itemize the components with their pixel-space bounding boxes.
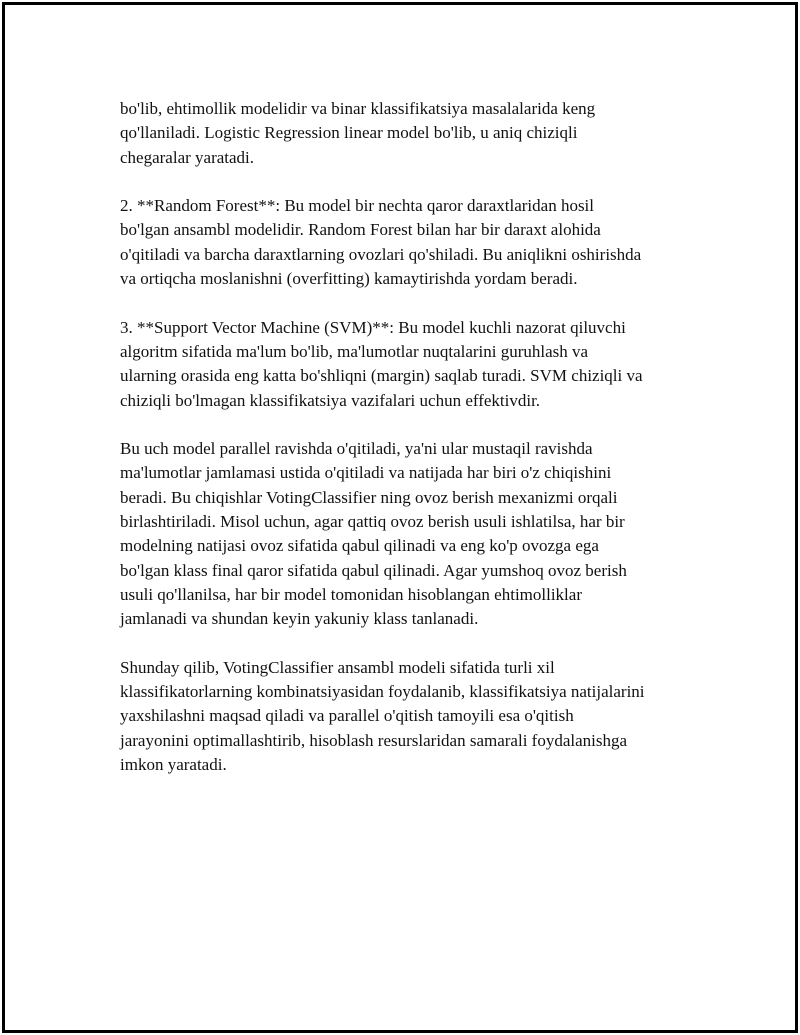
- document-body: [120, 97, 720, 802]
- paragraph-conclusion: Shunday qilib, VotingClassifier ansambl modeli sifatida turli xil klassifikatorlarning kombinatsiyasidan foydalanib, klassifikatsiya natijalarini yaxshilashni maqsad qiladi va parallel o'qitish tamoyili esa o'qitish jarayonini optimallashtirib, hisoblash resurslaridan samarali foydalanishga imkon yaratadi.: [120, 657, 645, 775]
- paragraph-random-forest: 2. **Random Forest**: Bu model bir nechta qaror daraxtlaridan hosil bo'lgan ansambl modelidir. Random Forest bilan har bir daraxt alohida o'qitiladi va barcha daraxtlarning ovozlari qo'shiladi. Bu aniqlikni oshirishda va ortiqcha moslanishni (overfitting) kamaytirishda yordam beradi.: [120, 196, 642, 289]
- paragraph-svm: 3. **Support Vector Machine (SVM)**: Bu model kuchli nazorat qiluvchi algoritm sifatida ma'lum bo'lib, ma'lumotlar nuqtalarini guruhlash va ularning orasida eng katta bo'shliqni (margin) saqlab turadi. SVM chiziqli va chiziqli bo'lmagan klassifikatsiya vazifalari uchun effektivdir.: [120, 317, 643, 410]
- page-frame: [2, 2, 798, 1033]
- paragraph-logistic-regression-continuation: bo'lib, ehtimollik modelidir va binar klassifikatsiya masalalarida keng qo'llaniladi. Logistic Regression linear model bo'lib, u aniq chiziqli chegaralar yaratadi.: [120, 99, 596, 167]
- paragraph-parallel-training: Bu uch model parallel ravishda o'qitiladi, ya'ni ular mustaqil ravishda ma'lumotlar jamlamasi ustida o'qitiladi va natijada har biri o'z chiqishini beradi. Bu chiqishlar VotingClassifier ning ovoz berish mexanizmi orqali birlashtiriladi. Misol uchun, agar qattiq ovoz berish usuli ishlatilsa, har bir modelning natijasi ovoz sifatida qabul qilinadi va eng ko'p ovozga ega bo'lgan klass final qaror sifatida qabul qilinadi. Agar yumshoq ovoz berish usuli qo'llanilsa, har bir model tomonidan hisoblangan ehtimolliklar jamlanadi va shundan keyin yakuniy klass tanlanadi.: [120, 439, 627, 629]
